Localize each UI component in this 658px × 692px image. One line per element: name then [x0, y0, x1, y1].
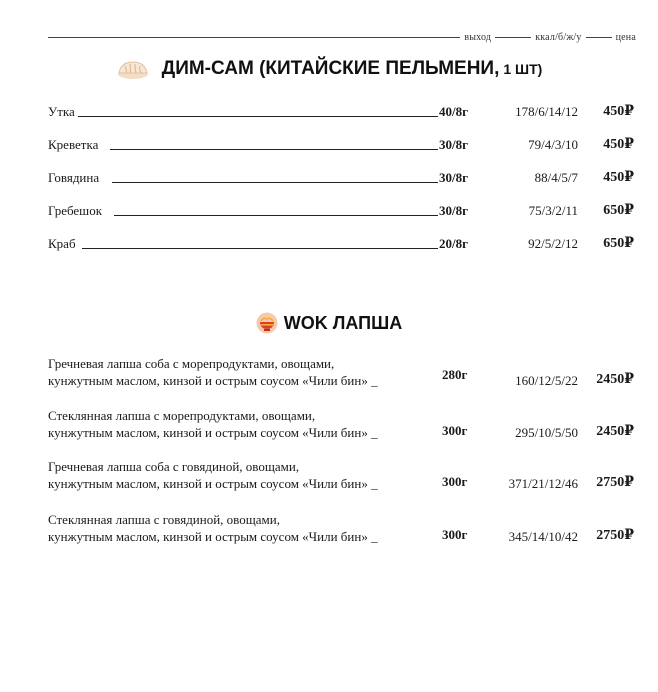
- column-weight-label: выход: [464, 31, 492, 43]
- column-nutrition-label: ккал/б/ж/у: [535, 31, 582, 43]
- column-header: [48, 30, 636, 44]
- wok-title-text: WOK ЛАПША: [283, 312, 403, 333]
- item-weight: 30/8г: [438, 203, 468, 218]
- header-rule: [48, 37, 460, 38]
- header-rule: [586, 37, 612, 38]
- leader-line: [82, 248, 438, 249]
- item-name: Гребешок: [48, 203, 103, 218]
- list-item: [48, 135, 636, 153]
- item-weight: 300г: [442, 423, 468, 438]
- item-nutrition: 295/10/5/50: [515, 425, 578, 440]
- header-rule: [495, 37, 531, 38]
- item-weight: 300г: [442, 474, 468, 489]
- list-item: [48, 201, 636, 219]
- item-nutrition: 160/12/5/22: [515, 373, 578, 388]
- item-description-line1: Гречневая лапша соба с говядиной, овощами,: [48, 459, 300, 474]
- item-nutrition: 345/14/10/42: [508, 529, 578, 544]
- item-nutrition: 75/3/2/11: [528, 203, 578, 218]
- item-price: 450₽: [603, 104, 634, 119]
- list-item: [48, 511, 636, 547]
- list-item: [48, 234, 636, 252]
- list-item: [48, 355, 636, 391]
- item-price: 2750₽: [596, 528, 634, 543]
- noodle-bowl-icon: [256, 312, 278, 334]
- item-name: Говядина: [48, 170, 100, 185]
- item-description-line2: кунжутным маслом, кинзой и острым соусом «Чили бин» _: [48, 476, 378, 491]
- item-weight: 280г: [442, 367, 468, 382]
- item-price: 2450₽: [596, 372, 634, 387]
- item-nutrition: 178/6/14/12: [515, 104, 578, 119]
- column-price-label: цена: [615, 31, 636, 43]
- item-description-line1: Стеклянная лапша с морепродуктами, овощами,: [48, 408, 316, 423]
- item-name: Креветка: [48, 137, 99, 152]
- item-price: 450₽: [603, 170, 634, 185]
- item-price: 2750₽: [596, 475, 634, 490]
- item-description-line1: Стеклянная лапша с говядиной, овощами,: [48, 512, 280, 527]
- item-price: 650₽: [603, 203, 634, 218]
- item-nutrition: 371/21/12/46: [508, 476, 578, 491]
- item-price: 2450₽: [596, 424, 634, 439]
- dumpling-icon: [116, 58, 150, 80]
- leader-line: [112, 182, 438, 183]
- item-description-line2: кунжутным маслом, кинзой и острым соусом «Чили бин» _: [48, 529, 378, 544]
- item-weight: 40/8г: [438, 104, 468, 119]
- list-item: [48, 407, 636, 443]
- item-nutrition: 92/5/2/12: [528, 236, 578, 251]
- item-description-line2: кунжутным маслом, кинзой и острым соусом «Чили бин» _: [48, 425, 378, 440]
- dimsum-title-portion: 1 ШТ): [503, 61, 543, 77]
- item-price: 650₽: [603, 236, 634, 251]
- list-item: [48, 168, 636, 186]
- dimsum-title-text: ДИМ-САМ (КИТАЙСКИЕ ПЕЛЬМЕНИ,: [161, 58, 500, 79]
- leader-line: [78, 116, 438, 117]
- list-item: [48, 102, 636, 120]
- item-nutrition: 79/4/3/10: [528, 137, 578, 152]
- item-nutrition: 88/4/5/7: [534, 170, 578, 185]
- item-name: Утка: [48, 104, 75, 119]
- item-price: 450₽: [603, 137, 634, 152]
- dimsum-section-title: [0, 58, 658, 80]
- item-description-line1: Гречневая лапша соба с морепродуктами, овощами,: [48, 356, 335, 371]
- leader-line: [110, 149, 438, 150]
- item-description-line2: кунжутным маслом, кинзой и острым соусом «Чили бин» _: [48, 373, 378, 388]
- item-name: Краб: [48, 236, 76, 251]
- item-weight: 20/8г: [438, 236, 468, 251]
- wok-section-title: [0, 312, 658, 334]
- list-item: [48, 458, 636, 494]
- item-weight: 30/8г: [438, 170, 468, 185]
- item-weight: 30/8г: [438, 137, 468, 152]
- leader-line: [114, 215, 438, 216]
- item-weight: 300г: [442, 527, 468, 542]
